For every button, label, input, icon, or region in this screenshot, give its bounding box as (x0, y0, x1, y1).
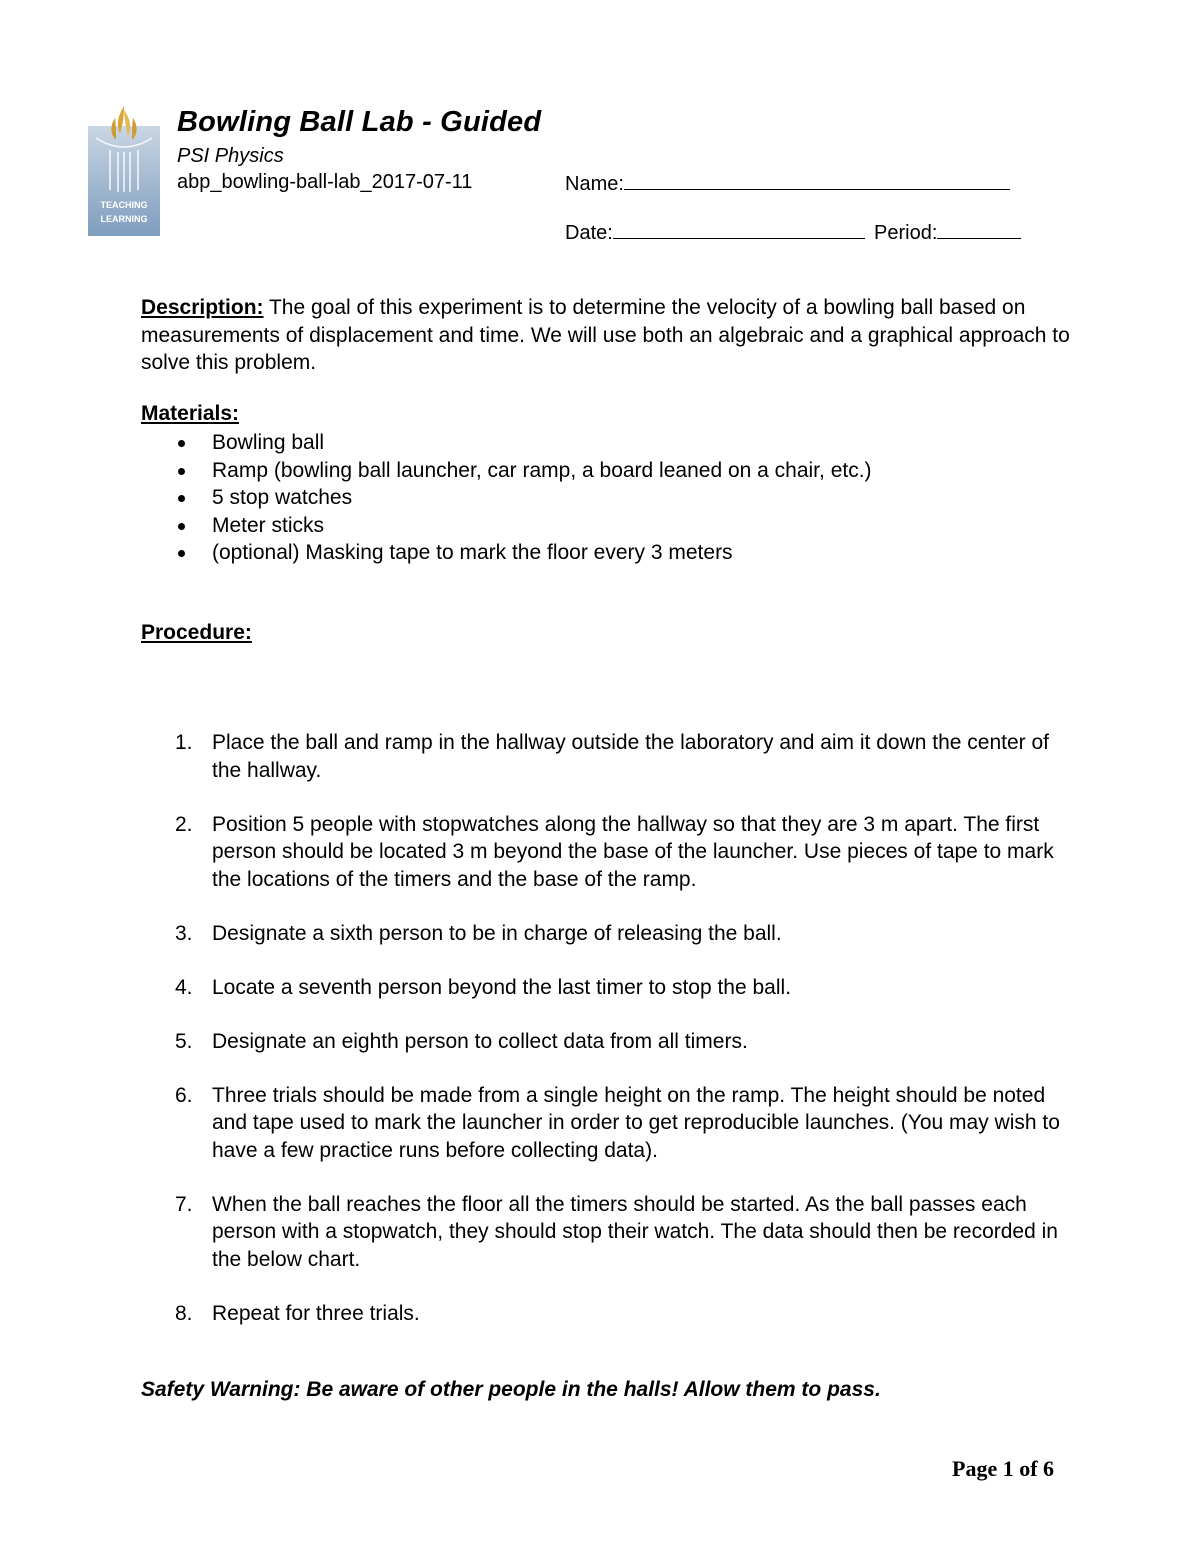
list-item (141, 512, 872, 540)
list-item (141, 457, 872, 485)
date-field[interactable] (565, 220, 865, 245)
procedure-steps (141, 729, 1071, 1354)
material-text: (optional) Masking tape to mark the floor every 3 meters (212, 541, 733, 564)
step-number: 7. (175, 1192, 193, 1216)
period-label: Period: (874, 222, 938, 244)
list-item (141, 539, 872, 567)
name-blank[interactable] (624, 171, 1010, 190)
list-item (141, 974, 1071, 1002)
page-title: Bowling Ball Lab - Guided (177, 106, 542, 138)
list-item (141, 484, 872, 512)
procedure-label: Procedure: (141, 621, 252, 644)
document-id: abp_bowling-ball-lab_2017-07-11 (177, 171, 473, 193)
bullet-icon (178, 550, 185, 557)
step-text: Designate an eighth person to collect data from all timers. (212, 1029, 748, 1053)
step-text: Position 5 people with stopwatches along the hallway so that they are 3 m apart. The first person should be located 3 m beyond the base of the launcher. Use pieces of tape to mark the locations of the timers and the base of the ramp. (212, 812, 1054, 891)
period-field[interactable] (874, 220, 1021, 245)
step-number: 8. (175, 1301, 193, 1325)
list-item (141, 1300, 1071, 1328)
step-text: Three trials should be made from a single height on the ramp. The height should be noted and tape used to mark the launcher in order to get reproducible launches. (You may wish to have a few practice runs before collecting data). (212, 1083, 1060, 1162)
description-text: The goal of this experiment is to determine the velocity of a bowling ball based on measurements of displacement and time. We will use both an algebraic and a graphical approach to solve this problem. (141, 296, 1070, 374)
list-item (141, 729, 1071, 784)
step-number: 4. (175, 975, 193, 999)
bullet-icon (178, 440, 185, 447)
material-text: Bowling ball (212, 431, 325, 454)
description-label: Description: (141, 296, 264, 319)
step-text: Designate a sixth person to be in charge of releasing the ball. (212, 921, 782, 945)
materials-label: Materials: (141, 402, 240, 425)
list-item (141, 1191, 1071, 1274)
bullet-icon (178, 468, 185, 475)
material-text: Meter sticks (212, 513, 325, 537)
date-blank[interactable] (613, 220, 865, 239)
step-number: 1. (175, 731, 193, 754)
step-number: 2. (175, 812, 193, 836)
bullet-icon (178, 523, 185, 530)
safety-warning: Safety Warning: Be aware of other people in the halls! Allow them to pass. (141, 1378, 881, 1401)
list-item (141, 429, 872, 457)
materials-list (141, 429, 872, 567)
list-item (141, 811, 1071, 894)
name-label: Name: (565, 173, 624, 195)
step-text: Repeat for three trials. (212, 1301, 420, 1325)
logo-text-learning: LEARNING (100, 214, 148, 224)
teaching-learning-logo (88, 104, 160, 236)
course-subtitle: PSI Physics (177, 145, 284, 167)
step-number: 5. (175, 1029, 193, 1053)
date-label: Date: (565, 222, 613, 244)
material-text: 5 stop watches (212, 486, 353, 509)
material-text: Ramp (bowling ball launcher, car ramp, a board leaned on a chair, etc.) (212, 458, 872, 482)
step-text: When the ball reaches the floor all the timers should be started. As the ball passes each person with a stopwatch, they should stop their watch. The data should then be recorded in the below chart. (212, 1192, 1058, 1271)
step-text: Place the ball and ramp in the hallway outside the laboratory and aim it down the center of the hallway. (212, 731, 1049, 782)
step-number: 6. (175, 1083, 193, 1107)
page-number: Page 1 of 6 (952, 1456, 1055, 1481)
list-item (141, 920, 1071, 948)
list-item (141, 1082, 1071, 1165)
period-blank[interactable] (937, 220, 1021, 239)
list-item (141, 1028, 1071, 1056)
logo-text-teaching: TEACHING (100, 200, 148, 210)
description-section (141, 294, 1071, 377)
step-number: 3. (175, 921, 193, 945)
name-field[interactable] (565, 171, 1010, 196)
step-text: Locate a seventh person beyond the last timer to stop the ball. (212, 975, 792, 999)
bullet-icon (178, 495, 185, 502)
